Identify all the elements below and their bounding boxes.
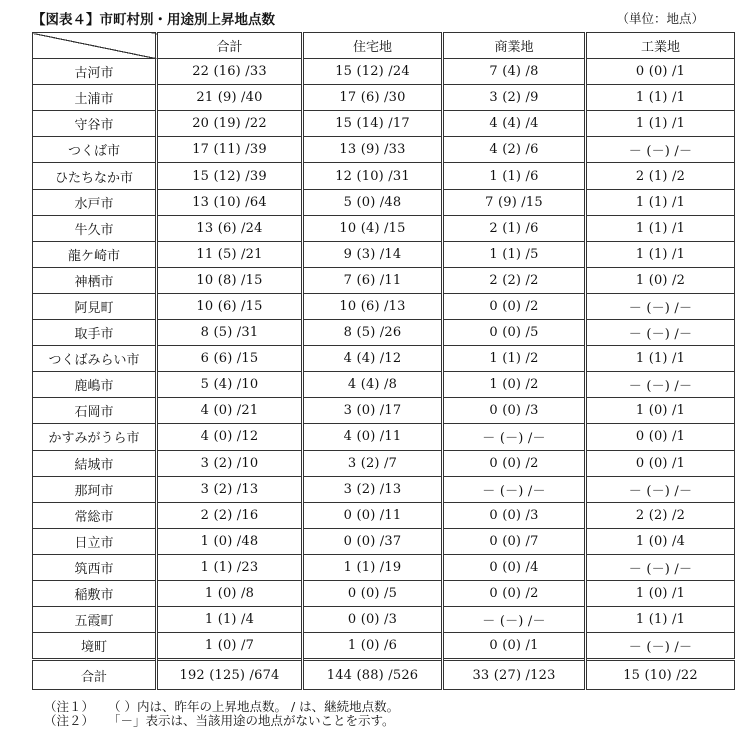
corner-cell xyxy=(33,33,157,59)
column-header-commercial: 商業地 xyxy=(443,33,586,59)
row-commercial: 0 (0) /2 xyxy=(443,293,586,319)
row-residential: 3 (2) /7 xyxy=(303,450,443,476)
table-row xyxy=(33,85,735,111)
footnote-label: （注１） xyxy=(44,699,95,714)
footnote-label: （注２） xyxy=(44,713,95,728)
row-city: 守谷市 xyxy=(33,111,157,137)
row-total: 5 (4) /10 xyxy=(157,372,303,398)
row-industrial: － (－) /－ xyxy=(586,554,735,580)
unit-label: （単位：地点） xyxy=(616,11,704,26)
row-city: 筑西市 xyxy=(33,554,157,580)
total-row-label: 合計 xyxy=(33,660,157,690)
footnote-1 xyxy=(44,700,399,714)
row-residential: 7 (6) /11 xyxy=(303,267,443,293)
row-residential: 0 (0) /5 xyxy=(303,580,443,606)
row-total: 6 (6) /15 xyxy=(157,346,303,372)
row-total: 13 (10) /64 xyxy=(157,189,303,215)
row-residential: 8 (5) /26 xyxy=(303,320,443,346)
row-residential: 3 (2) /13 xyxy=(303,476,443,502)
row-city: 日立市 xyxy=(33,528,157,554)
row-industrial: － (－) /－ xyxy=(586,320,735,346)
table-row xyxy=(33,346,735,372)
row-residential: 17 (6) /30 xyxy=(303,85,443,111)
table-row xyxy=(33,398,735,424)
row-industrial: 1 (1) /1 xyxy=(586,241,735,267)
row-commercial: 4 (4) /4 xyxy=(443,111,586,137)
table-title: 【図表４】市町村別・用途別上昇地点数 xyxy=(32,12,275,28)
row-total: 21 (9) /40 xyxy=(157,85,303,111)
row-total: 10 (6) /15 xyxy=(157,293,303,319)
row-residential: 15 (12) /24 xyxy=(303,59,443,85)
row-city: 阿見町 xyxy=(33,293,157,319)
row-total: 4 (0) /21 xyxy=(157,398,303,424)
row-commercial: － (－) /－ xyxy=(443,607,586,633)
row-total: 1 (0) /7 xyxy=(157,633,303,660)
row-city: 土浦市 xyxy=(33,85,157,111)
row-total: 4 (0) /12 xyxy=(157,424,303,450)
table-row xyxy=(33,241,735,267)
row-total: 22 (16) /33 xyxy=(157,59,303,85)
header-row xyxy=(33,33,735,59)
row-commercial: 4 (2) /6 xyxy=(443,137,586,163)
row-industrial: 1 (1) /1 xyxy=(586,346,735,372)
row-city: つくばみらい市 xyxy=(33,346,157,372)
row-total: 1 (0) /48 xyxy=(157,528,303,554)
row-commercial: 0 (0) /1 xyxy=(443,633,586,660)
table-row xyxy=(33,163,735,189)
row-residential: 13 (9) /33 xyxy=(303,137,443,163)
row-commercial: 7 (9) /15 xyxy=(443,189,586,215)
table-row xyxy=(33,137,735,163)
row-industrial: 0 (0) /1 xyxy=(586,424,735,450)
row-residential: 4 (4) /12 xyxy=(303,346,443,372)
footnote-2 xyxy=(44,714,399,728)
row-residential: 10 (4) /15 xyxy=(303,215,443,241)
row-total: 1 (1) /23 xyxy=(157,554,303,580)
total-row-residential: 144 (88) /526 xyxy=(303,660,443,690)
row-commercial: － (－) /－ xyxy=(443,424,586,450)
row-total: 3 (2) /10 xyxy=(157,450,303,476)
row-industrial: － (－) /－ xyxy=(586,293,735,319)
row-city: 石岡市 xyxy=(33,398,157,424)
row-total: 8 (5) /31 xyxy=(157,320,303,346)
row-industrial: 1 (1) /1 xyxy=(586,607,735,633)
table-row xyxy=(33,189,735,215)
row-total: 10 (8) /15 xyxy=(157,267,303,293)
row-commercial: 1 (1) /5 xyxy=(443,241,586,267)
row-residential: 9 (3) /14 xyxy=(303,241,443,267)
row-city: 水戸市 xyxy=(33,189,157,215)
row-industrial: － (－) /－ xyxy=(586,137,735,163)
row-residential: 10 (6) /13 xyxy=(303,293,443,319)
row-industrial: 1 (1) /1 xyxy=(586,111,735,137)
row-city: 龍ケ崎市 xyxy=(33,241,157,267)
row-commercial: 0 (0) /3 xyxy=(443,398,586,424)
row-commercial: 1 (1) /2 xyxy=(443,346,586,372)
page-header xyxy=(32,6,734,28)
row-commercial: 0 (0) /5 xyxy=(443,320,586,346)
row-commercial: 3 (2) /9 xyxy=(443,85,586,111)
table-row xyxy=(33,320,735,346)
row-commercial: 1 (1) /6 xyxy=(443,163,586,189)
row-residential: 1 (1) /19 xyxy=(303,554,443,580)
row-industrial: － (－) /－ xyxy=(586,633,735,660)
table-row xyxy=(33,502,735,528)
row-city: 古河市 xyxy=(33,59,157,85)
table-row xyxy=(33,528,735,554)
table-row xyxy=(33,450,735,476)
row-industrial: 1 (1) /1 xyxy=(586,189,735,215)
column-header-residential: 住宅地 xyxy=(303,33,443,59)
row-total: 3 (2) /13 xyxy=(157,476,303,502)
table-row xyxy=(33,111,735,137)
row-residential: 1 (0) /6 xyxy=(303,633,443,660)
row-commercial: 7 (4) /8 xyxy=(443,59,586,85)
row-industrial: 0 (0) /1 xyxy=(586,59,735,85)
uptrend-points-table xyxy=(32,32,735,690)
row-city: 常総市 xyxy=(33,502,157,528)
total-row-total: 192 (125) /674 xyxy=(157,660,303,690)
row-total: 17 (11) /39 xyxy=(157,137,303,163)
row-commercial: 1 (0) /2 xyxy=(443,372,586,398)
row-commercial: 0 (0) /2 xyxy=(443,580,586,606)
row-commercial: 0 (0) /2 xyxy=(443,450,586,476)
row-residential: 5 (0) /48 xyxy=(303,189,443,215)
row-commercial: 0 (0) /3 xyxy=(443,502,586,528)
footnotes xyxy=(44,700,399,728)
row-residential: 15 (14) /17 xyxy=(303,111,443,137)
footnote-text: （ ）内は、昨年の上昇地点数。 / は、継続地点数。 xyxy=(108,699,400,714)
column-header-industrial: 工業地 xyxy=(586,33,735,59)
row-industrial: 1 (0) /4 xyxy=(586,528,735,554)
row-city: 稲敷市 xyxy=(33,580,157,606)
row-industrial: 1 (0) /2 xyxy=(586,267,735,293)
row-commercial: 2 (2) /2 xyxy=(443,267,586,293)
row-city: 五霞町 xyxy=(33,607,157,633)
table-row xyxy=(33,215,735,241)
column-header-total: 合計 xyxy=(157,33,303,59)
table-row xyxy=(33,372,735,398)
row-residential: 4 (0) /11 xyxy=(303,424,443,450)
row-residential: 0 (0) /37 xyxy=(303,528,443,554)
row-total: 1 (1) /4 xyxy=(157,607,303,633)
row-industrial: 1 (1) /1 xyxy=(586,215,735,241)
table-row xyxy=(33,267,735,293)
row-city: 結城市 xyxy=(33,450,157,476)
row-industrial: 1 (0) /1 xyxy=(586,398,735,424)
row-commercial: 0 (0) /7 xyxy=(443,528,586,554)
row-total: 2 (2) /16 xyxy=(157,502,303,528)
row-industrial: 0 (0) /1 xyxy=(586,450,735,476)
row-total: 11 (5) /21 xyxy=(157,241,303,267)
table-row xyxy=(33,580,735,606)
footnote-text: 「－」表示は、当該用途の地点がないことを示す。 xyxy=(108,713,395,728)
row-city: 神栖市 xyxy=(33,267,157,293)
row-total: 15 (12) /39 xyxy=(157,163,303,189)
row-commercial: 2 (1) /6 xyxy=(443,215,586,241)
table-row xyxy=(33,293,735,319)
row-industrial: 2 (2) /2 xyxy=(586,502,735,528)
table-row xyxy=(33,633,735,660)
row-city: つくば市 xyxy=(33,137,157,163)
row-city: ひたちなか市 xyxy=(33,163,157,189)
row-residential: 0 (0) /11 xyxy=(303,502,443,528)
row-industrial: － (－) /－ xyxy=(586,476,735,502)
table-row xyxy=(33,476,735,502)
row-city: かすみがうら市 xyxy=(33,424,157,450)
row-residential: 12 (10) /31 xyxy=(303,163,443,189)
total-row-commercial: 33 (27) /123 xyxy=(443,660,586,690)
row-total: 13 (6) /24 xyxy=(157,215,303,241)
row-city: 取手市 xyxy=(33,320,157,346)
row-industrial: 1 (0) /1 xyxy=(586,580,735,606)
table-row xyxy=(33,607,735,633)
row-residential: 0 (0) /3 xyxy=(303,607,443,633)
row-city: 境町 xyxy=(33,633,157,660)
table-row xyxy=(33,554,735,580)
total-row xyxy=(33,660,735,690)
row-city: 那珂市 xyxy=(33,476,157,502)
row-total: 20 (19) /22 xyxy=(157,111,303,137)
table-row xyxy=(33,59,735,85)
row-residential: 3 (0) /17 xyxy=(303,398,443,424)
row-commercial: － (－) /－ xyxy=(443,476,586,502)
row-industrial: － (－) /－ xyxy=(586,372,735,398)
row-city: 牛久市 xyxy=(33,215,157,241)
total-row-industrial: 15 (10) /22 xyxy=(586,660,735,690)
row-industrial: 2 (1) /2 xyxy=(586,163,735,189)
table-row xyxy=(33,424,735,450)
row-city: 鹿嶋市 xyxy=(33,372,157,398)
row-total: 1 (0) /8 xyxy=(157,580,303,606)
table-body xyxy=(33,59,735,660)
row-commercial: 0 (0) /4 xyxy=(443,554,586,580)
row-industrial: 1 (1) /1 xyxy=(586,85,735,111)
row-residential: 4 (4) /8 xyxy=(303,372,443,398)
